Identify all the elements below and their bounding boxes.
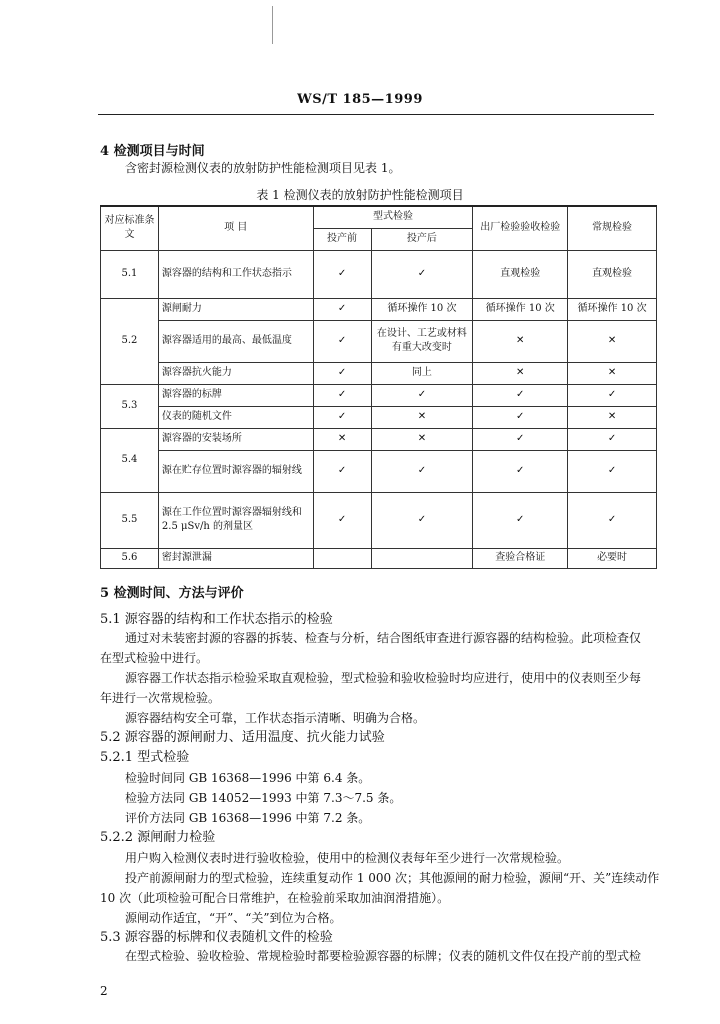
inspection-table [100, 205, 657, 569]
routine-cell: ✓ [568, 384, 657, 406]
standard-header: WS/T 185—1999 [297, 92, 423, 107]
paragraph: 源容器工作状态指示检验采取直观检验，型式检验和验收检验时均应进行，使用中的仪表则至少每 [125, 671, 642, 685]
item-cell: 仪表的随机文件 [158, 406, 313, 428]
header-type-test: 型式检验 [313, 206, 473, 228]
after-cell: 循环操作 10 次 [371, 298, 473, 320]
clause-cell: 5.4 [101, 428, 159, 492]
factory-cell: 查验合格证 [473, 548, 568, 568]
item-cell: 源闸耐力 [158, 298, 313, 320]
section-5-1-title: 5.1 源容器的结构和工作状态指示的检验 [100, 612, 333, 627]
routine-cell: ✕ [568, 362, 657, 384]
after-cell: 在设计、工艺或材料有重大改变时 [371, 320, 473, 362]
routine-cell: ✕ [568, 406, 657, 428]
before-cell: ✓ [313, 450, 371, 492]
header-clause: 对应标准条文 [101, 206, 159, 250]
factory-cell: ✓ [473, 428, 568, 450]
factory-cell: ✕ [473, 320, 568, 362]
section-4-intro: 含密封源检测仪表的放射防护性能检测项目见表 1。 [125, 161, 401, 175]
paragraph: 10 次（此项检验可配合日常维护，在检验前采取加油润滑措施）。 [100, 891, 450, 905]
factory-cell: 直观检验 [473, 250, 568, 298]
paragraph: 检验时间同 GB 16368—1996 中第 6.4 条。 [125, 771, 371, 785]
before-cell [313, 548, 371, 568]
paragraph: 通过对未装密封源的容器的拆装、检查与分析，结合图纸审查进行源容器的结构检验。此项检查仅 [125, 631, 642, 645]
paragraph: 源容器结构安全可靠，工作状态指示清晰、明确为合格。 [125, 711, 426, 725]
paragraph: 源闸动作适宜，“开”、“关”到位为合格。 [125, 911, 342, 925]
header-after-use: 投产后 [371, 228, 473, 250]
paragraph: 投产前源闸耐力的型式检验，连续重复动作 1 000 次；其他源闸的耐力检验，源闸“开、关”连续动作 [125, 871, 660, 885]
factory-cell: ✓ [473, 406, 568, 428]
paragraph: 检验方法同 GB 14052—1993 中第 7.3～7.5 条。 [125, 791, 402, 805]
factory-cell: ✓ [473, 384, 568, 406]
before-cell: ✓ [313, 250, 371, 298]
section-4-title: 4 检测项目与时间 [100, 144, 205, 159]
section-5-3-title: 5.3 源容器的标牌和仪表随机文件的检验 [100, 930, 333, 945]
routine-cell: ✓ [568, 428, 657, 450]
header-routine: 常规检验 [568, 206, 657, 250]
routine-cell: ✓ [568, 492, 657, 548]
before-cell: ✓ [313, 362, 371, 384]
item-cell: 源容器的标牌 [158, 384, 313, 406]
scan-mark [272, 6, 273, 44]
section-5-2-2-title: 5.2.2 源闸耐力检验 [100, 830, 216, 845]
routine-cell: ✕ [568, 320, 657, 362]
after-cell: ✓ [371, 250, 473, 298]
item-cell: 源容器的结构和工作状态指示 [158, 250, 313, 298]
header-item: 项 目 [158, 206, 313, 250]
paragraph: 用户购入检测仪表时进行验收检验，使用中的检测仪表每年至少进行一次常规检验。 [125, 851, 570, 865]
item-cell: 密封源泄漏 [158, 548, 313, 568]
after-cell: ✕ [371, 406, 473, 428]
clause-cell: 5.6 [101, 548, 159, 568]
paragraph: 评价方法同 GB 16368—1996 中第 7.2 条。 [125, 811, 371, 825]
header-before-use: 投产前 [313, 228, 371, 250]
item-cell: 源容器适用的最高、最低温度 [158, 320, 313, 362]
paragraph: 在型式检验、验收检验、常规检验时都要检验源容器的标牌；仪表的随机文件仅在投产前的型式检 [125, 949, 642, 963]
after-cell: ✕ [371, 428, 473, 450]
item-cell: 源容器的安装场所 [158, 428, 313, 450]
clause-cell: 5.2 [101, 298, 159, 384]
factory-cell: ✓ [473, 492, 568, 548]
before-cell: ✓ [313, 384, 371, 406]
paragraph: 年进行一次常规检验。 [100, 691, 221, 705]
after-cell: ✓ [371, 450, 473, 492]
section-5-title: 5 检测时间、方法与评价 [100, 586, 244, 601]
factory-cell: 循环操作 10 次 [473, 298, 568, 320]
table-caption: 表 1 检测仪表的放射防护性能检测项目 [256, 188, 464, 202]
factory-cell: ✕ [473, 362, 568, 384]
before-cell: ✓ [313, 320, 371, 362]
section-5-2-title: 5.2 源容器的源闸耐力、适用温度、抗火能力试验 [100, 730, 385, 745]
before-cell: ✓ [313, 406, 371, 428]
section-5-2-1-title: 5.2.1 型式检验 [100, 750, 190, 765]
routine-cell: ✓ [568, 450, 657, 492]
header-factory: 出厂检验验收检验 [473, 206, 568, 250]
clause-cell: 5.1 [101, 250, 159, 298]
clause-cell: 5.5 [101, 492, 159, 548]
after-cell: ✓ [371, 384, 473, 406]
routine-cell: 必要时 [568, 548, 657, 568]
after-cell: 同上 [371, 362, 473, 384]
header-rule [98, 114, 654, 115]
routine-cell: 循环操作 10 次 [568, 298, 657, 320]
before-cell: ✓ [313, 298, 371, 320]
item-cell: 源容器抗火能力 [158, 362, 313, 384]
routine-cell: 直观检验 [568, 250, 657, 298]
factory-cell: ✓ [473, 450, 568, 492]
before-cell: ✕ [313, 428, 371, 450]
clause-cell: 5.3 [101, 384, 159, 428]
item-cell: 源在贮存位置时源容器的辐射线 [158, 450, 313, 492]
after-cell: ✓ [371, 492, 473, 548]
paragraph: 在型式检验中进行。 [100, 651, 209, 665]
page-number: 2 [100, 984, 108, 998]
after-cell [371, 548, 473, 568]
item-cell: 源在工作位置时源容器辐射线和 2.5 μSv/h 的剂量区 [158, 492, 313, 548]
before-cell: ✓ [313, 492, 371, 548]
